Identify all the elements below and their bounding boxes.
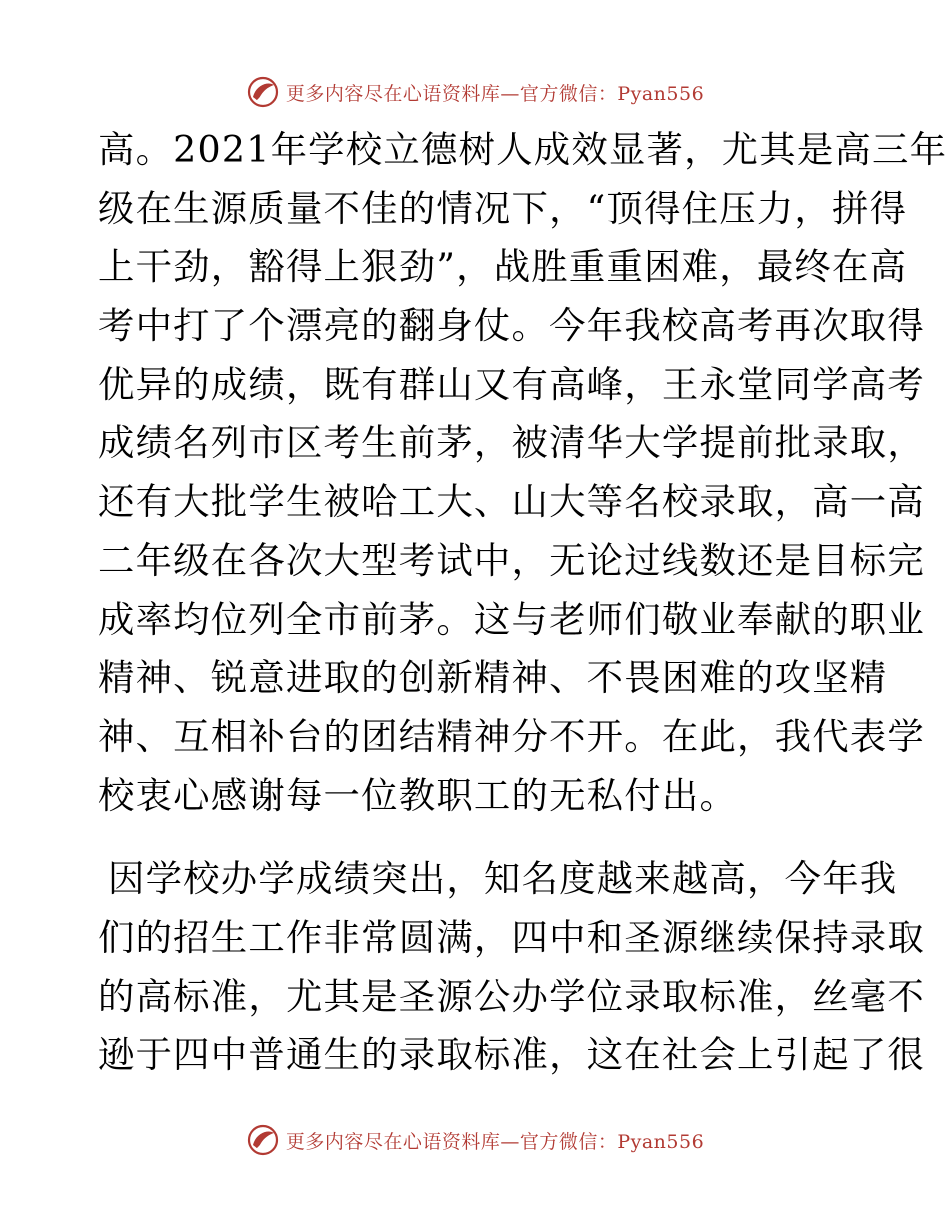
paragraph-1	[98, 121, 948, 825]
brand-logo-icon	[246, 75, 280, 109]
text-line: 精神、锐意进取的创新精神、不畏困难的攻坚精	[98, 656, 888, 700]
text-line: 成绩名列市区考生前茅，被清华大学提前批录取，	[98, 421, 925, 465]
header-banner	[0, 70, 950, 114]
text-line: 考中打了个漂亮的翻身仗。今年我校高考再次取得	[98, 304, 925, 348]
text-line: 高。2021年学校立德树人成效显著，尤其是高三年	[98, 128, 948, 171]
text-line: 们的招生工作非常圆满，四中和圣源继续保持录取	[98, 915, 925, 959]
text-line: 二年级在各次大型考试中，无论过线数还是目标完	[98, 538, 925, 582]
text-line: 成率均位列全市前茅。这与老师们敬业奉献的职业	[98, 597, 925, 641]
document-body	[98, 121, 948, 1085]
text-line: 因学校办学成绩突出，知名度越来越高，今年我	[108, 857, 898, 901]
paragraph-2	[98, 850, 925, 1085]
text-line: 优异的成绩，既有群山又有高峰，王永堂同学高考	[98, 362, 925, 406]
paragraph-spacer	[98, 825, 858, 850]
text-line: 还有大批学生被哈工大、山大等名校录取，高一高	[98, 480, 925, 524]
footer-banner-text: 更多内容尽在心语资料库—官方微信：Pyan556	[285, 1130, 705, 1153]
text-line: 级在生源质量不佳的情况下，“顶得住压力，拼得	[98, 186, 908, 230]
text-line: 上干劲，豁得上狠劲”，战胜重重困难，最终在高	[98, 245, 908, 289]
footer-banner	[0, 1118, 950, 1162]
text-line: 神、互相补台的团结精神分不开。在此，我代表学	[98, 714, 925, 758]
text-line: 的高标准，尤其是圣源公办学位录取标准，丝毫不	[98, 974, 925, 1018]
text-line: 校衷心感谢每一位教职工的无私付出。	[98, 773, 738, 817]
header-banner-text: 更多内容尽在心语资料库—官方微信：Pyan556	[285, 82, 705, 105]
text-line: 逊于四中普通生的录取标准，这在社会上引起了很	[98, 1033, 925, 1077]
brand-logo-icon	[246, 1123, 280, 1157]
